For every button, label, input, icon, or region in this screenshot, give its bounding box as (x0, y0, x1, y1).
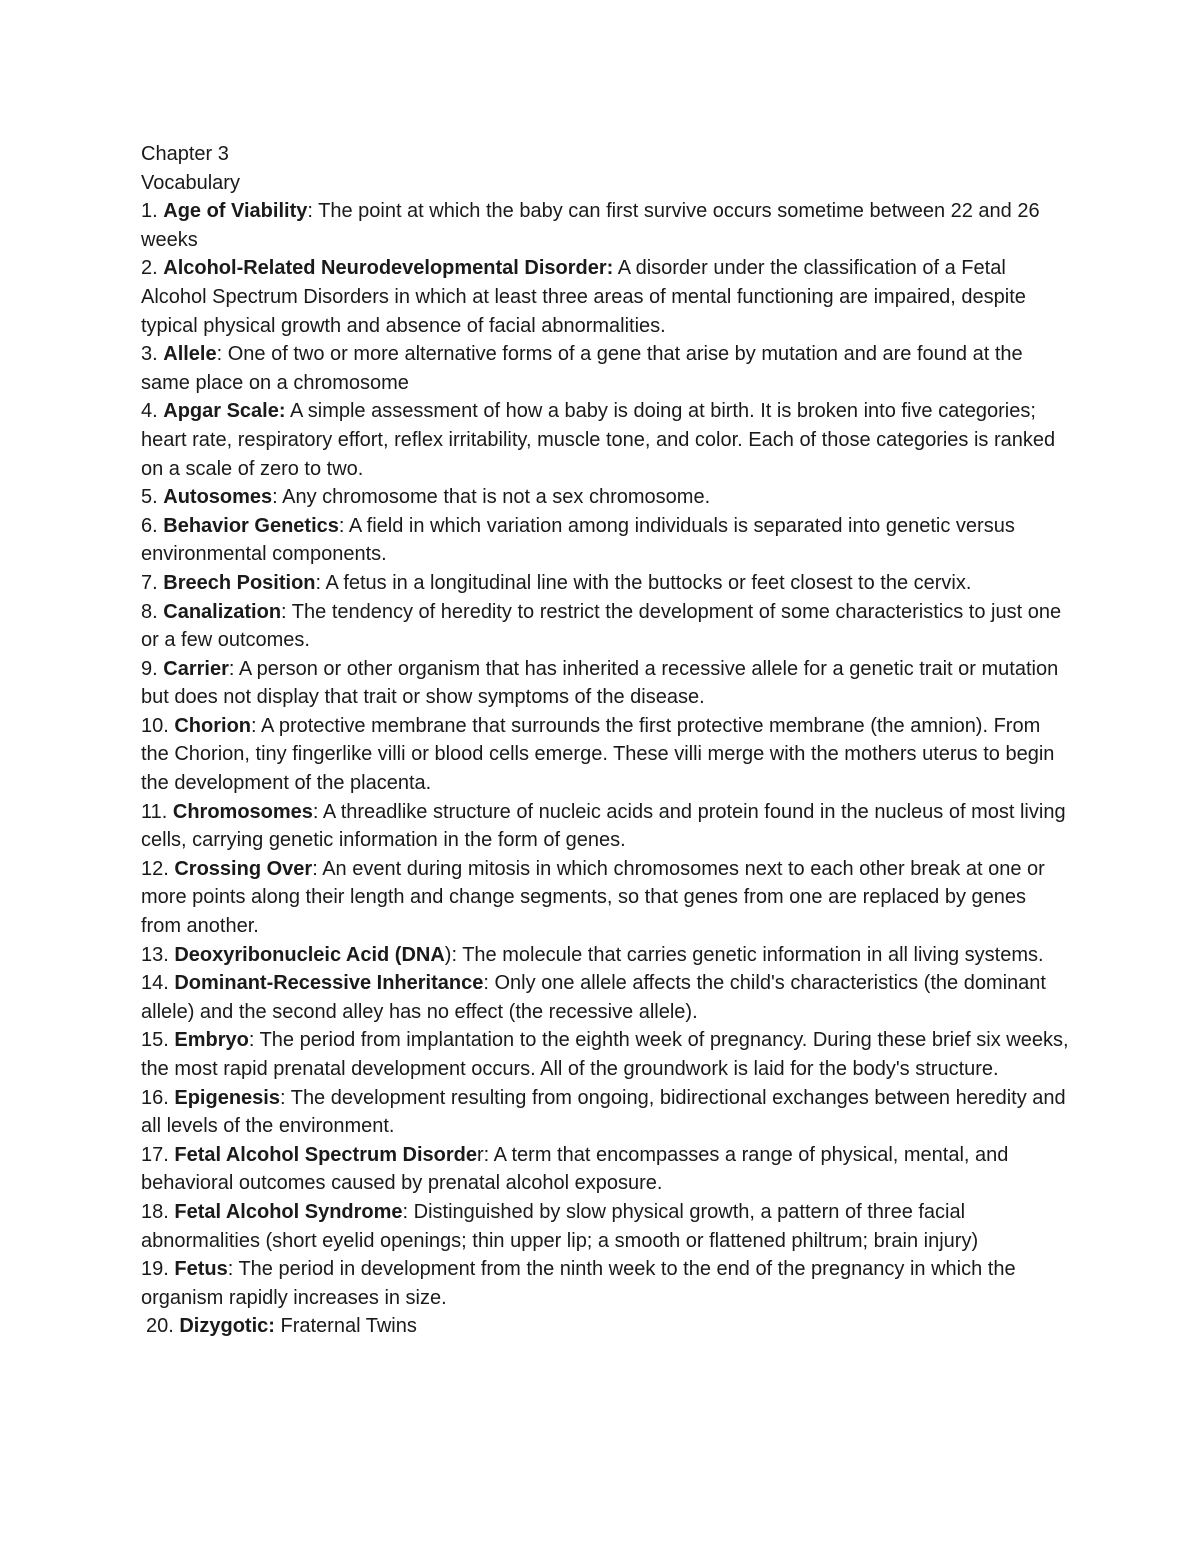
entry-number: 10. (141, 714, 175, 737)
vocabulary-entry (141, 340, 1071, 397)
entry-definition: : The tendency of heredity to restrict the development of some characteristics to just one or a few outcomes. (141, 600, 1062, 652)
entry-term: Chromosomes (172, 800, 313, 823)
entry-term: Age of Viability (163, 200, 308, 223)
entry-term: Dominant-Recessive Inheritance (174, 972, 484, 995)
entry-definition: A simple assessment of how a baby is doing at birth. It is broken into five categories; heart rate, respiratory effort, reflex irritability, muscle tone, and color. Each of those categories is ranked on a scale of zero to two. (141, 400, 1056, 480)
vocabulary-entry (141, 254, 1071, 340)
entry-definition: : The period from implantation to the eighth week of pregnancy. During these brief six weeks, the most rapid prenatal development occurs. All of the groundwork is laid for the body's structure. (141, 1029, 1069, 1080)
entry-definition: : The development resulting from ongoing, bidirectional exchanges between heredity and all levels of the environment. (141, 1086, 1066, 1138)
vocabulary-entry (141, 569, 1071, 598)
entry-term: Fetus (174, 1258, 228, 1281)
entry-definition: : The point at which the baby can first survive occurs sometime between 22 and 26 weeks (141, 200, 1040, 251)
entry-term: Embryo (174, 1029, 249, 1052)
vocabulary-list (141, 197, 1071, 1341)
entry-term: Autosomes (163, 486, 273, 509)
entry-number: 20. (146, 1315, 180, 1338)
entry-term: Canalization (163, 600, 282, 623)
entry-definition: : A threadlike structure of nucleic acids and protein found in the nucleus of most living cells, carrying genetic information in the form of genes. (141, 800, 1066, 852)
entry-definition: : A field in which variation among individuals is separated into genetic versus environmental components. (141, 514, 1015, 566)
vocabulary-entry (141, 712, 1071, 798)
entry-number: 16. (141, 1086, 175, 1109)
entry-term: Breech Position (163, 571, 316, 594)
entry-definition: : One of two or more alternative forms of a gene that arise by mutation and are found at the same place on a chromosome (141, 343, 1023, 394)
vocabulary-entry (141, 655, 1071, 712)
vocabulary-entry (141, 512, 1071, 569)
entry-definition: ): The molecule that carries genetic information in all living systems. (444, 943, 1044, 966)
entry-term: Apgar Scale: (163, 400, 286, 423)
entry-definition: : An event during mitosis in which chromosomes next to each other break at one or more points along their length and change segments, so that genes from one are replaced by genes from another. (141, 857, 1045, 938)
entry-definition: : Only one allele affects the child's characteristics (the dominant allele) and the second alley has no effect (the recessive allele). (141, 972, 1046, 1023)
entry-term: Behavior Genetics (163, 514, 339, 537)
vocabulary-entry (141, 483, 1071, 512)
entry-number: 13. (141, 943, 175, 966)
entry-number: 12. (141, 857, 175, 880)
vocabulary-entry (141, 798, 1071, 855)
entry-definition: : A protective membrane that surrounds the first protective membrane (the amnion). From the Chorion, tiny fingerlike villi or blood cells emerge. These villi merge with the mothers uterus to begin the development of the placenta. (141, 714, 1055, 795)
chapter-heading: Chapter 3 (141, 143, 229, 165)
entry-number: 9. (141, 657, 164, 680)
entry-number: 1. (141, 200, 164, 223)
entry-definition: : A fetus in a longitudinal line with the buttocks or feet closest to the cervix. (315, 571, 972, 594)
vocabulary-entry (141, 197, 1071, 254)
entry-number: 18. (141, 1200, 175, 1223)
entry-definition: r: A term that encompasses a range of physical, mental, and behavioral outcomes caused by prenatal alcohol exposure. (141, 1143, 1009, 1195)
vocabulary-entry (141, 855, 1071, 941)
entry-number: 14. (141, 972, 175, 995)
entry-number: 6. (141, 514, 164, 537)
vocabulary-entry (141, 1026, 1071, 1083)
entry-term: Deoxyribonucleic Acid (DNA (174, 943, 445, 966)
entry-term: Fetal Alcohol Syndrome (174, 1200, 403, 1223)
entry-term: Carrier (163, 657, 229, 680)
entry-number: 5. (141, 486, 164, 509)
entry-number: 4. (141, 400, 164, 423)
entry-number: 19. (141, 1258, 175, 1281)
vocabulary-entry (141, 1084, 1071, 1141)
entry-number: 15. (141, 1029, 175, 1052)
entry-definition: : A person or other organism that has inherited a recessive allele for a genetic trait or mutation but does not display that trait or show symptoms of the disease. (141, 657, 1059, 709)
vocabulary-entry (141, 598, 1071, 655)
entry-number: 7. (141, 571, 164, 594)
vocabulary-entry (141, 1312, 1071, 1341)
entry-term: Epigenesis (174, 1086, 280, 1109)
vocabulary-entry (141, 1141, 1071, 1198)
entry-definition: : Distinguished by slow physical growth, a pattern of three facial abnormalities (short eyelid openings; thin upper lip; a smooth or flattened philtrum; brain injury) (141, 1200, 979, 1252)
vocabulary-entry (141, 1198, 1071, 1255)
entry-definition: Fraternal Twins (274, 1315, 417, 1338)
entry-term: Dizygotic: (179, 1315, 275, 1338)
entry-definition: : Any chromosome that is not a sex chromosome. (272, 486, 711, 509)
entry-number: 2. (141, 257, 164, 280)
entry-term: Alcohol-Related Neurodevelopmental Disorder: (163, 257, 614, 280)
vocabulary-entry (141, 941, 1071, 970)
entry-term: Fetal Alcohol Spectrum Disorde (174, 1143, 478, 1166)
entry-term: Chorion (174, 714, 252, 737)
vocabulary-entry (141, 969, 1071, 1026)
entry-number: 3. (141, 343, 164, 366)
entry-term: Allele (163, 343, 217, 366)
vocabulary-entry (141, 1255, 1071, 1312)
entry-number: 11. (141, 800, 173, 823)
document-page (141, 140, 1071, 1341)
vocabulary-entry (141, 397, 1071, 483)
entry-term: Crossing Over (174, 857, 313, 880)
entry-number: 17. (141, 1143, 175, 1166)
entry-number: 8. (141, 600, 164, 623)
section-heading: Vocabulary (141, 171, 240, 194)
entry-definition: A disorder under the classification of a Fetal Alcohol Spectrum Disorders in which at least three areas of mental functioning are impaired, despite typical physical growth and absence of facial abnormalities. (141, 257, 1026, 337)
entry-definition: : The period in development from the ninth week to the end of the pregnancy in which the organism rapidly increases in size. (141, 1258, 1016, 1309)
